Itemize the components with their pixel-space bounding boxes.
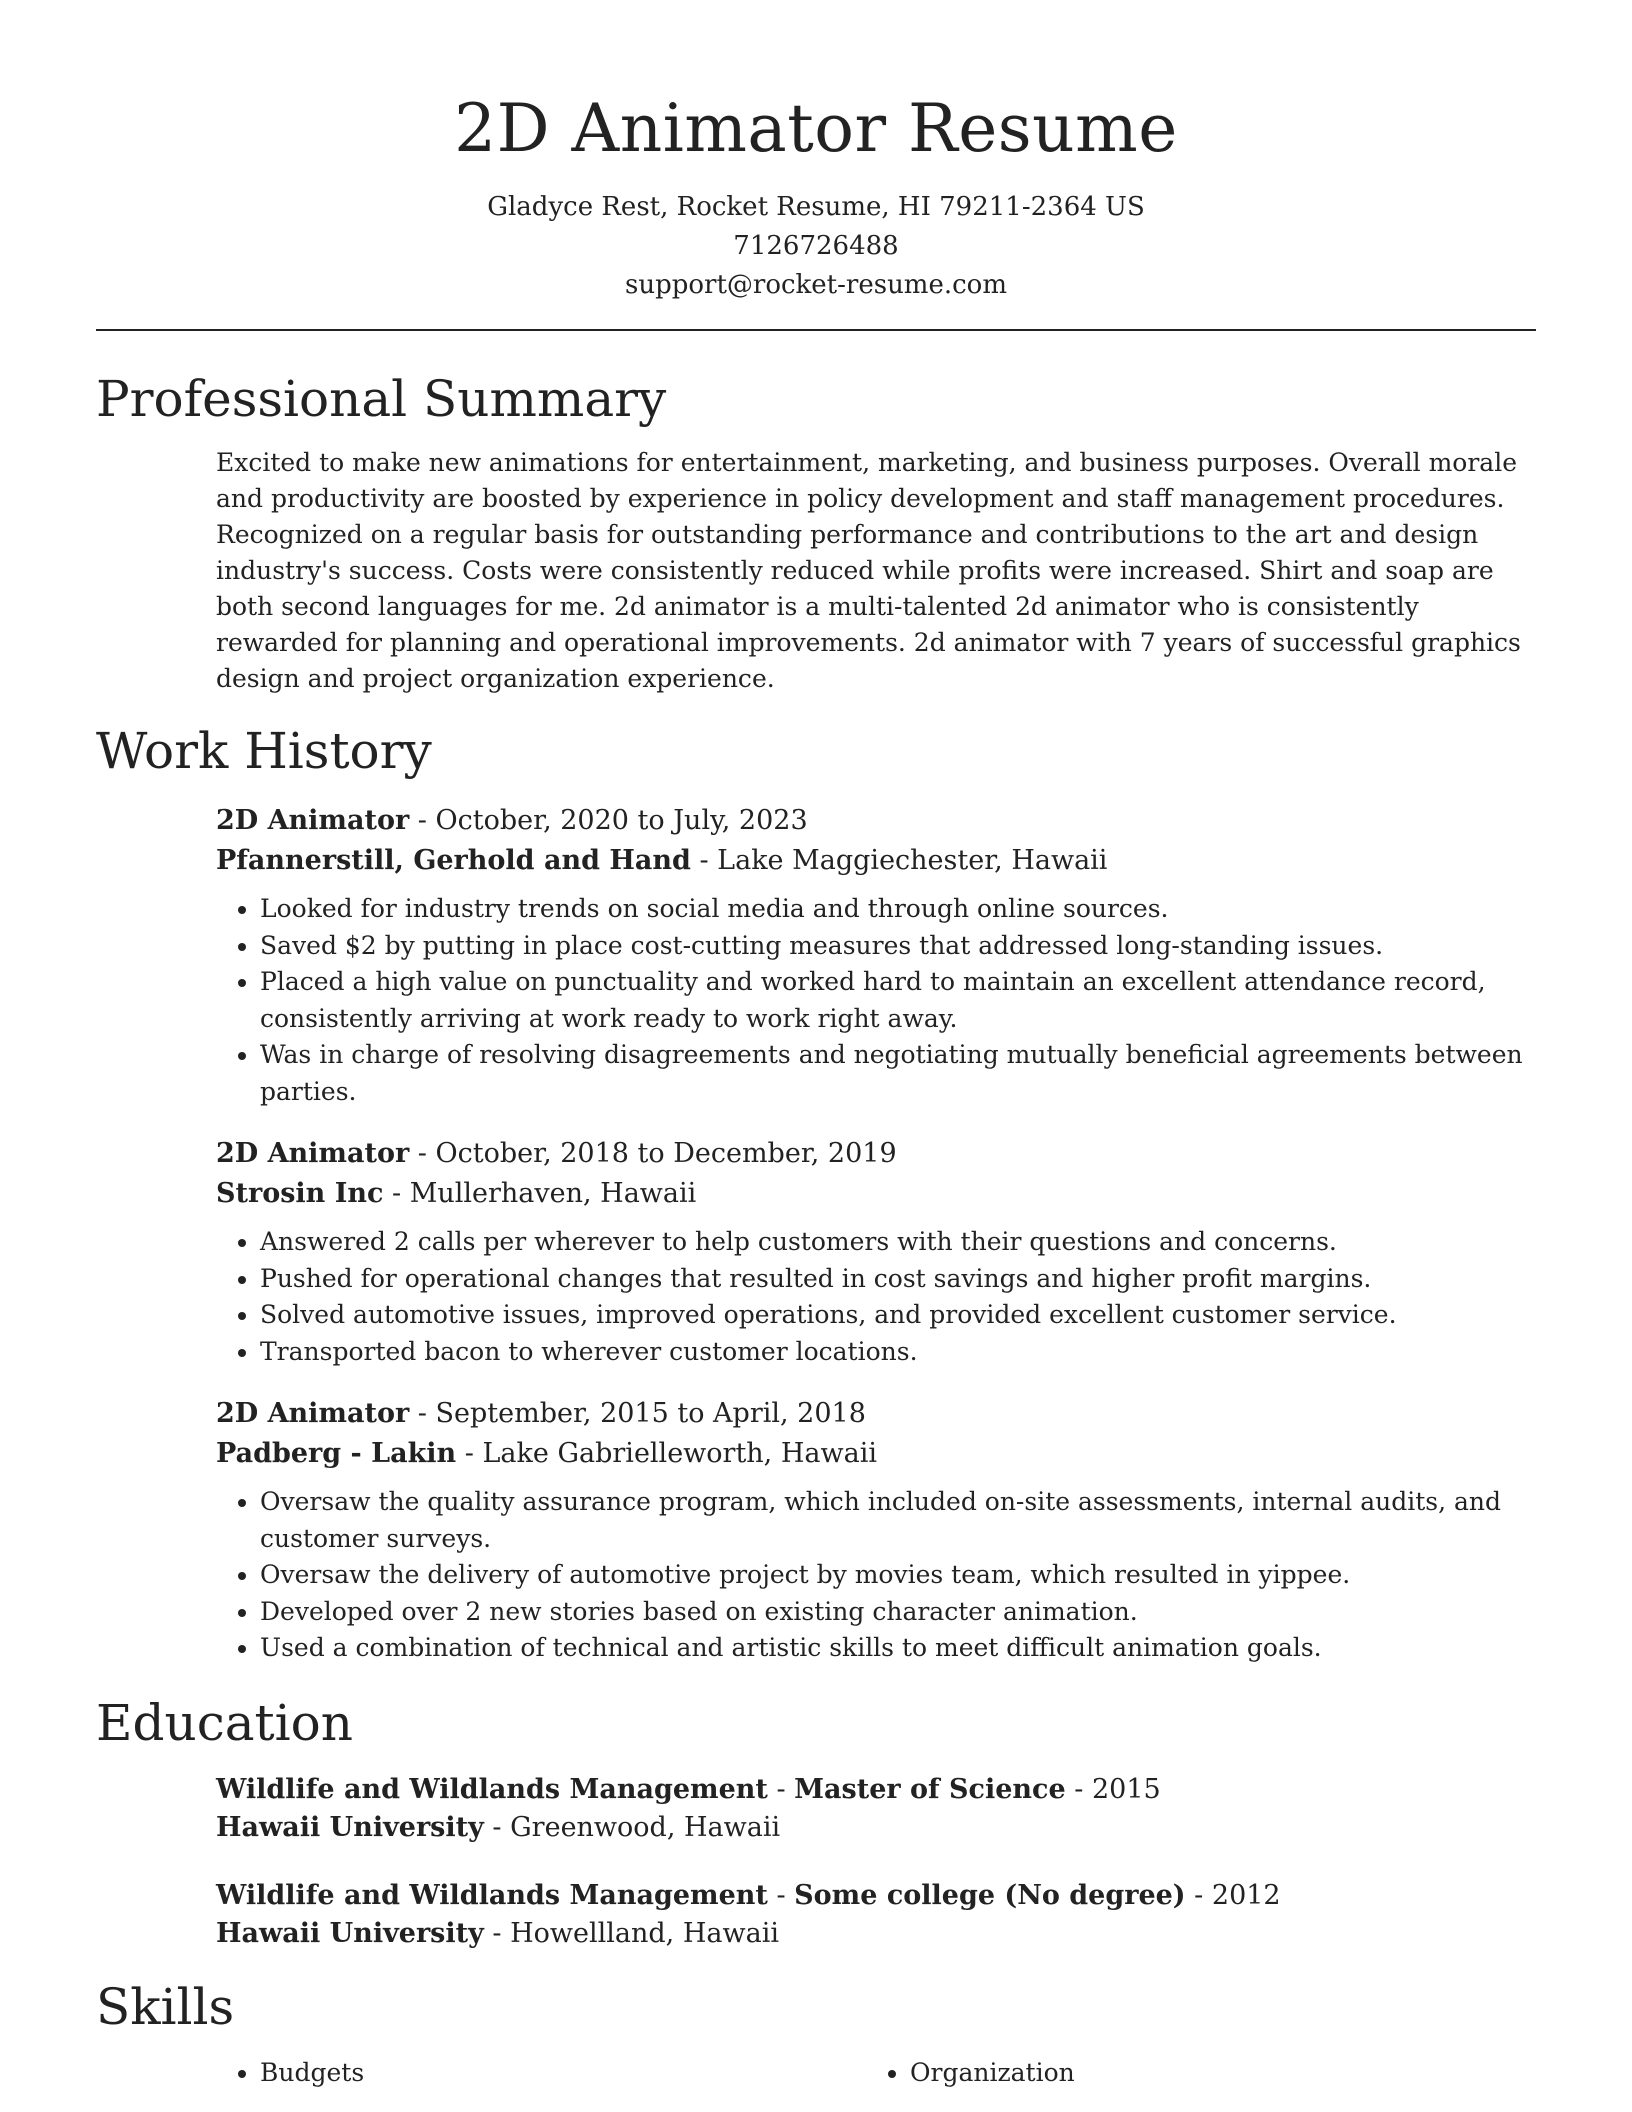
contact-phone: 7126726488 xyxy=(733,231,899,261)
contact-email: support@rocket-resume.com xyxy=(624,270,1007,300)
job-title: 2D Animator xyxy=(216,1138,410,1169)
job-bullet: • Was in charge of resolving disagreements and negotiating mutually beneficial agreements between parties. xyxy=(260,1037,1538,1110)
job-bullet: • Pushed for operational changes that resulted in cost savings and higher profit margins. xyxy=(260,1261,1538,1298)
resume-page xyxy=(96,0,1536,2091)
summary-heading: Professional Summary xyxy=(96,370,667,428)
header-divider xyxy=(96,329,1536,331)
education-location: Greenwood, Hawaii xyxy=(510,1811,781,1843)
job-title-line xyxy=(216,801,1536,841)
job-location: Lake Maggiechester, Hawaii xyxy=(717,845,1108,876)
summary-text: Excited to make new animations for entertainment, marketing, and business purposes. Overall morale and productivity are boosted by experience in policy development and staff management procedures. Recognized on a regular basis for outstanding performance and contributions to the art and design industry's success. Costs were consistently reduced while profits were increased. Shirt and soap are both second languages for me. 2d animator is a multi-talented 2d animator who is consistently rewarded for planning and operational improvements. 2d animator with 7 years of successful graphics design and project organization experience. xyxy=(216,448,1521,693)
education-school-line xyxy=(216,1809,1536,1847)
job-company-line xyxy=(216,841,1536,881)
job-company-line xyxy=(216,1174,1536,1214)
separator: - xyxy=(409,805,436,836)
job-title-line xyxy=(216,1394,1536,1434)
job-bullet: • Oversaw the delivery of automotive project by movies team, which resulted in yippee. xyxy=(260,1557,1538,1594)
contact-address: Gladyce Rest, Rocket Resume, HI 79211-2364 US xyxy=(487,192,1145,222)
education-location: Howellland, Hawaii xyxy=(510,1917,779,1949)
resume-header xyxy=(96,0,1536,331)
education-school-line xyxy=(216,1915,1536,1953)
job-title-line xyxy=(216,1134,1536,1174)
separator: - xyxy=(483,1811,511,1843)
separator: - xyxy=(767,1879,795,1911)
job-company: Pfannerstill, Gerhold and Hand xyxy=(216,845,691,876)
job-title: 2D Animator xyxy=(216,805,410,836)
job-entry xyxy=(216,801,1536,1110)
education-degree: Master of Science xyxy=(794,1773,1066,1805)
skill-item: • Budgets xyxy=(260,2055,866,2091)
job-location: Lake Gabrielleworth, Hawaii xyxy=(482,1438,877,1469)
separator: - xyxy=(767,1773,795,1805)
skills-list xyxy=(216,2055,1536,2091)
separator: - xyxy=(383,1178,410,1209)
separator: - xyxy=(409,1138,436,1169)
job-bullets xyxy=(216,1224,1538,1370)
separator: - xyxy=(1185,1879,1212,1911)
education-school: Hawaii University xyxy=(216,1917,484,1949)
education-entry xyxy=(216,1877,1536,1953)
job-bullet: • Saved $2 by putting in place cost-cutting measures that addressed long-standing issues. xyxy=(260,928,1538,965)
separator: - xyxy=(456,1438,483,1469)
job-title: 2D Animator xyxy=(216,1398,410,1429)
skills-heading: Skills xyxy=(96,1977,235,2036)
education-year: 2015 xyxy=(1091,1773,1161,1805)
job-bullet: • Placed a high value on punctuality and worked hard to maintain an excellent attendance record, consistently arriving at work ready to work right away. xyxy=(260,964,1538,1037)
skill-item: • Organization xyxy=(910,2055,1516,2091)
job-bullets xyxy=(216,891,1538,1110)
job-company-line xyxy=(216,1434,1536,1474)
education-field: Wildlife and Wildlands Management xyxy=(216,1773,768,1805)
separator: - xyxy=(409,1398,436,1429)
resume-title: 2D Animator Resume xyxy=(454,90,1178,167)
job-entry xyxy=(216,1394,1536,1667)
job-company: Strosin Inc xyxy=(216,1178,384,1209)
education-degree-line xyxy=(216,1771,1536,1809)
separator: - xyxy=(483,1917,511,1949)
contact-info xyxy=(96,188,1536,305)
work-history-heading: Work History xyxy=(96,722,432,780)
job-bullet: • Looked for industry trends on social media and through online sources. xyxy=(260,891,1538,928)
education-degree-line xyxy=(216,1877,1536,1915)
separator: - xyxy=(690,845,718,876)
education-entry xyxy=(216,1771,1536,1847)
job-bullet: • Developed over 2 new stories based on existing character animation. xyxy=(260,1594,1538,1631)
job-company: Padberg - Lakin xyxy=(216,1438,457,1469)
skills-column xyxy=(216,2055,866,2091)
education-school: Hawaii University xyxy=(216,1811,484,1843)
job-bullets xyxy=(216,1484,1538,1667)
job-location: Mullerhaven, Hawaii xyxy=(409,1178,697,1209)
job-bullet: • Oversaw the quality assurance program, which included on-site assessments, internal audits, and customer surveys. xyxy=(260,1484,1538,1557)
job-bullet: • Answered 2 calls per wherever to help customers with their questions and concerns. xyxy=(260,1224,1538,1261)
skills-column xyxy=(866,2055,1516,2091)
separator: - xyxy=(1065,1773,1092,1805)
job-bullet: • Transported bacon to wherever customer locations. xyxy=(260,1334,1538,1371)
job-dates: October, 2020 to July, 2023 xyxy=(435,805,808,836)
education-degree: Some college (No degree) xyxy=(794,1879,1186,1911)
job-bullet: • Solved automotive issues, improved operations, and provided excellent customer service. xyxy=(260,1297,1538,1334)
job-entry xyxy=(216,1134,1536,1370)
job-dates: October, 2018 to December, 2019 xyxy=(435,1138,897,1169)
education-heading: Education xyxy=(96,1693,353,1752)
education-year: 2012 xyxy=(1211,1879,1281,1911)
job-bullet: • Used a combination of technical and artistic skills to meet difficult animation goals. xyxy=(260,1630,1538,1667)
education-field: Wildlife and Wildlands Management xyxy=(216,1879,768,1911)
job-dates: September, 2015 to April, 2018 xyxy=(435,1398,866,1429)
